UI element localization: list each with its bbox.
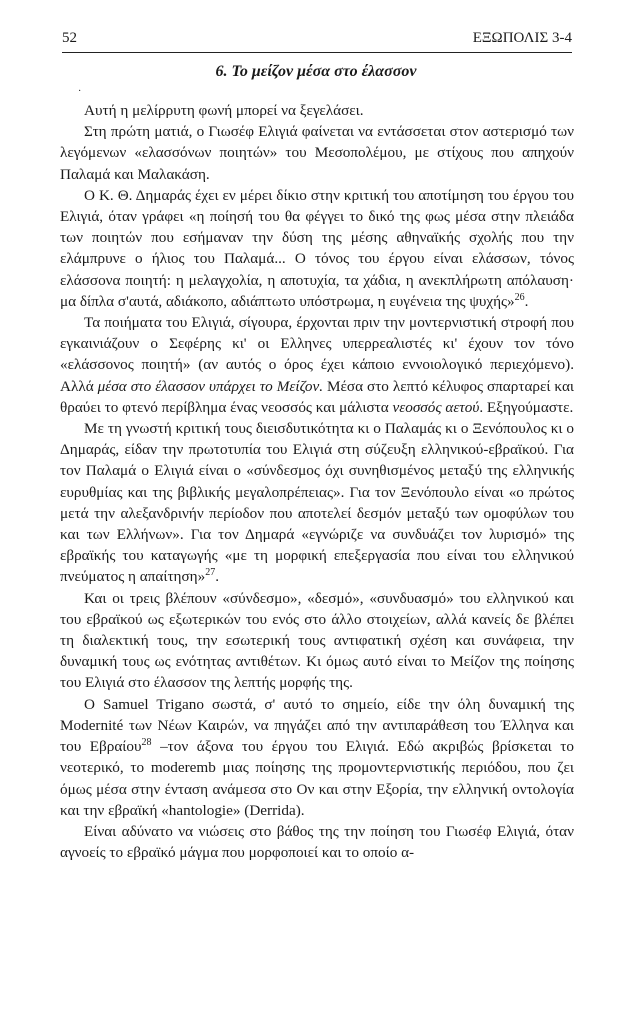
- paragraph: Με τη γνωστή κριτική τους διεισδυτικότητα κι ο Παλαμάς κι ο Ξενόπουλος κι ο Δημαράς, είδαν την πρωτοτυπία του Ελιγιά στη σύζευξη ελληνικού-εβραϊκού. Για τον Παλαμά ο Ελιγιά είναι ο «σύνδεσμος όχι συνηθισμένος μεταξύ της ελληνικής ευρυθμίας και της βιβλικής μεγαλοπρέπειας». Για τον Ξενόπουλο είναι «ο πρώτος μετά την αλεξανδρινήν περίοδον που αποτελεί δεσμόν μεταξύ των ομοφύλων του και των Ελλήνων». Για τον Δημαρά «εγνώριζε να συνδυάζει τον λυρισμό» της εβραϊκής του καταγωγής «με τη μορφική επεξεργασία που είναι του ελληνικού πνεύματος η απαίτηση»$^{27}$.: [60, 420, 574, 586]
- page-header: [62, 28, 572, 53]
- italic-phrase: μέσα στο έλασσον υπάρχει το Μείζον.: [97, 377, 324, 395]
- footnote-ref: 28: [141, 737, 152, 749]
- paragraph: Στη πρώτη ματιά, ο Γιωσέφ Ελιγιά φαίνεται να εντάσσεται στον αστερισμό των λεγόμενων «ελασσόνων ποιητών» του Μεσοπολέμου, με στίχους που απηχούν Παλαμά και Μαλακάση.: [60, 123, 574, 183]
- italic-phrase: νεοσσός αετού: [392, 398, 480, 416]
- footnote-ref: 27: [205, 567, 216, 579]
- stray-mark: ·: [78, 86, 82, 97]
- paragraph: Αυτή η μελίρρυτη φωνή μπορεί να ξεγελάσει.: [84, 102, 364, 119]
- page-number: 52: [62, 30, 77, 46]
- paragraph: Ο Samuel Trigano σωστά, σ' αυτό το σημείο, είδε την όλη δυναμική της Modernité των Νέων Καιρών, να πηγάζει από την αντιπαράθεση του Έλληνα και του Εβραίου$^{28}$ –τον άξονα του έργου του Ελιγιά. Εδώ ακριβώς βρίσκεται το νεοτερικό, το moderemb μιας ποίησης της προμοντερνιστικής περιόδου, που ζει όμως μέσα στην ένταση ανάμεσα στο Ον και στην Εξορία, την ελληνική οντολογία και την εβραϊκή «hantologie» (Derrida).: [60, 695, 574, 819]
- section-title: 6. Το μείζον μέσα στο έλασσον: [215, 63, 417, 80]
- paragraph: Είναι αδύνατο να νιώσεις στο βάθος της την ποίηση του Γιωσέφ Ελιγιά, όταν αγνοείς το εβραϊκό μάγμα που μορφοποιεί και το οποίο α-: [60, 822, 574, 862]
- footnote-ref: 26: [514, 291, 525, 303]
- paragraph: Τα ποιήματα του Ελιγιά, σίγουρα, έρχονται πριν την μοντερνιστική στροφή που εγκαινιάζουν ο Σεφέρης κι' οι Ελληνες υπερρεαλιστές κι' έχουν τον τόνο «ελάσσονος ποιητή» (αν αυτός ο όρος έχει κάποιο εννοιολογικό περιεχόμενο). Αλλά μέσα στο έλασσον υπάρχει το Μείζον. Μέσα στο λεπτό κέλυφος σπαρταρεί και θραύει το φτενό περίβλημα ένας νεοσσός και μάλιστα νεοσσός αετού. Εξηγούμαστε.: [60, 314, 574, 416]
- journal-name: ΕΞΩΠΟΛΙΣ 3-4: [472, 30, 572, 46]
- article-body: [60, 100, 574, 863]
- paragraph: Και οι τρεις βλέπουν «σύνδεσμο», «δεσμό», «συνδυασμό» του ελληνικού και του εβραϊκού ως εξωτερικών του ενός στο άλλο στοιχείων, αλλά κανείς δε βλέπει τη διαλεκτική τους, την εσωτερική τους αντιφατική σχέση και συνάφεια, την δυναμική τους ως ενότητας αντιθέτων. Κι όμως αυτό είναι το Μείζον της ποίησης του Ελιγιά στο έλασσον της λεπτής μορφής της.: [60, 589, 574, 692]
- paragraph: Ο Κ. Θ. Δημαράς έχει εν μέρει δίκιο στην κριτική του αποτίμηση του έργου του Ελιγιά, όταν γράφει «η ποίησή του θα φέγγει το δικό της φως μέσα στην πλειάδα των ποιητών που εσήμαναν την δύση της μέσης αθηναϊκής σχολής που την ελάμπρυνε ο ήλιος του Παλαμά... Ο τόνος του έργου είναι ελάσσων, τόνος ελάσσονα ποιητή: η μελαγχολία, η αποτυχία, τα χάδια, η ανεκπλήρωτη απόλαυση· μα δίπλα σ'αυτά, αδιάκοπο, αδιάπτωτο υπόστρωμα, η ευγένεια της ψυχής»$^{26}$.: [60, 186, 574, 310]
